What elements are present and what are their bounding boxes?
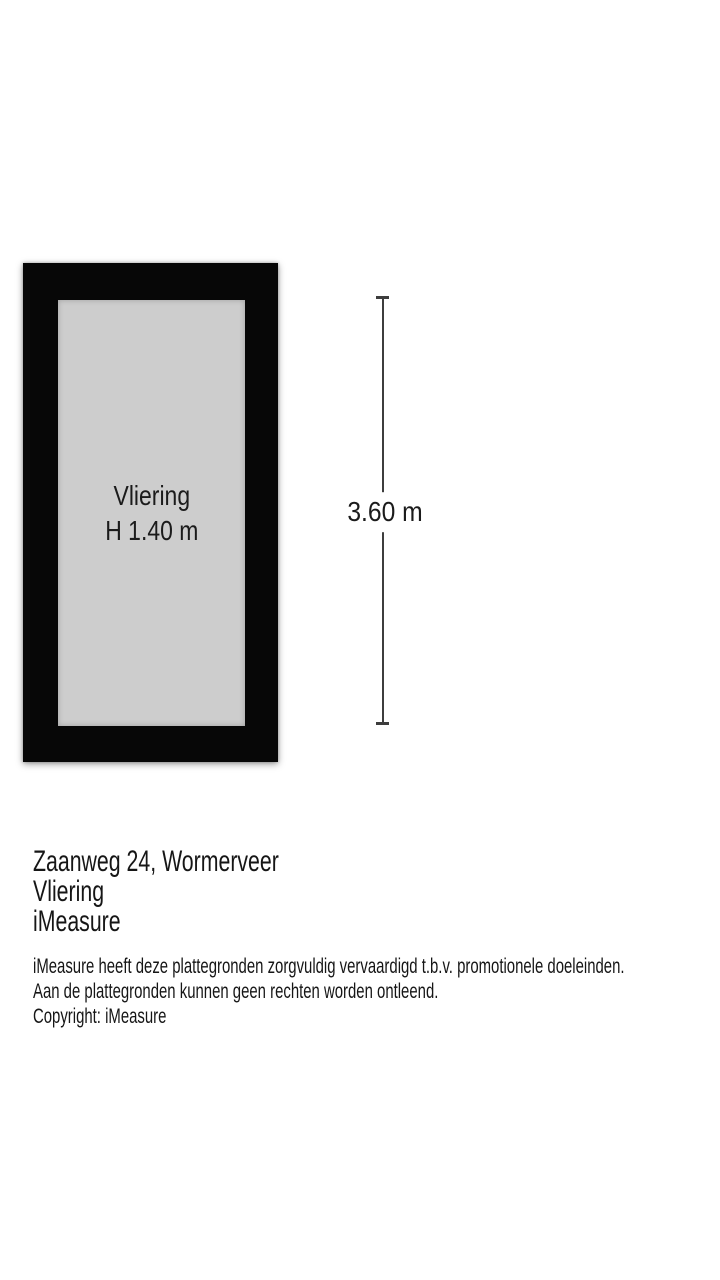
room-walls: [23, 263, 278, 762]
room-label: [105, 478, 198, 548]
footer-title-block: [33, 847, 279, 937]
dimension-tick-bottom: [376, 722, 389, 725]
copyright-line: Copyright: iMeasure: [33, 1005, 167, 1028]
floor-name-line: Vliering: [33, 875, 105, 908]
disclaimer-block: [33, 954, 625, 1029]
disclaimer-line: Aan de plattegronden kunnen geen rechten worden ontleend.: [33, 980, 439, 1003]
dimension-tick-top: [376, 296, 389, 299]
room-floor: [58, 300, 245, 726]
room-name: Vliering: [113, 480, 190, 511]
dimension-label: 3.60 m: [344, 492, 426, 532]
room-ceiling-height: H 1.40 m: [104, 515, 199, 546]
address-line: Zaanweg 24, Wormerveer: [33, 845, 279, 878]
disclaimer-line: iMeasure heeft deze plattegronden zorgvuldig vervaardigd t.b.v. promotionele doeleinden.: [33, 955, 625, 978]
company-line: iMeasure: [33, 905, 121, 938]
